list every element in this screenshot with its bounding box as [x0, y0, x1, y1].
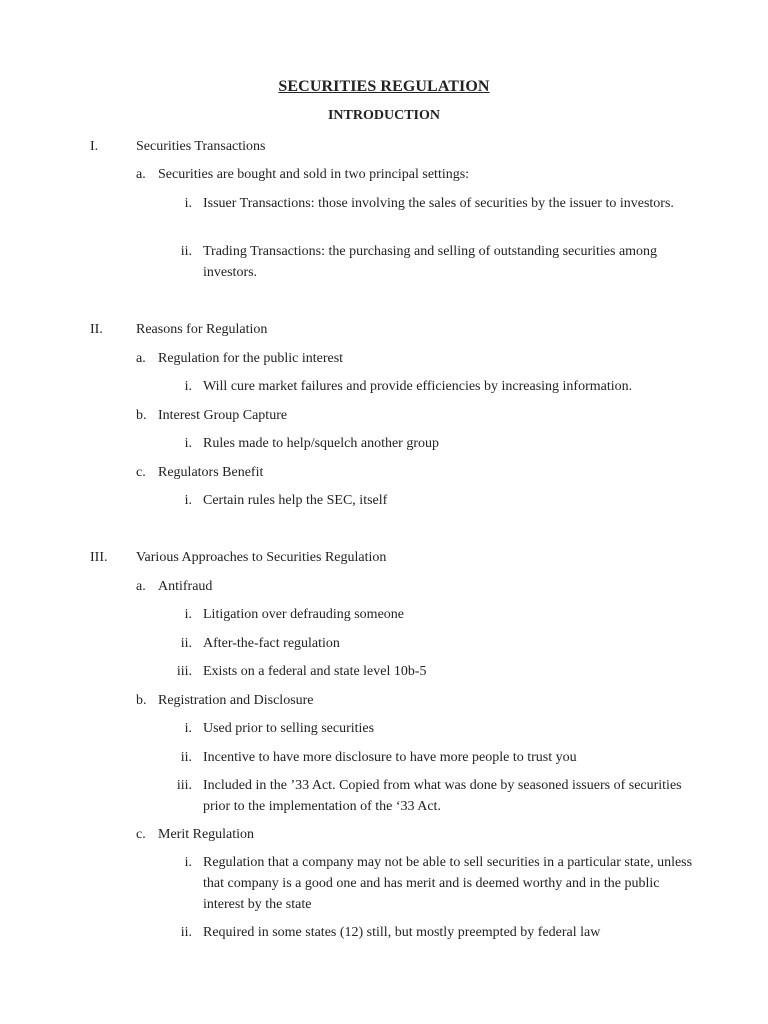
subitem-text: Rules made to help/squelch another group — [203, 436, 439, 451]
item-letter: c. — [136, 465, 146, 480]
item-text: Antifraud — [158, 579, 213, 594]
subitem-numeral: i. — [184, 379, 192, 394]
subitem-numeral: i. — [184, 493, 192, 508]
item-text: Interest Group Capture — [158, 408, 288, 423]
subitem-numeral: i. — [184, 855, 192, 870]
item-letter: a. — [136, 167, 146, 182]
subitem-text: Issuer Transactions: those involving the sales of securities by the issuer to investors. — [203, 196, 674, 211]
item-letter: a. — [136, 579, 146, 594]
item-letter: c. — [136, 827, 146, 842]
item-letter: b. — [136, 693, 147, 708]
item-text: Registration and Disclosure — [158, 693, 314, 708]
section-numeral: III. — [90, 550, 108, 565]
subitem-numeral: ii. — [180, 244, 192, 259]
subitem-text: Used prior to selling securities — [203, 721, 375, 736]
item-text: Merit Regulation — [158, 827, 255, 842]
section-heading: Reasons for Regulation — [136, 322, 268, 337]
subitem-text: Will cure market failures and provide efficiencies by increasing information. — [203, 379, 633, 394]
subitem-numeral: iii. — [176, 778, 192, 793]
subitem-text: Trading Transactions: the purchasing and selling of outstanding securities among investors. — [203, 244, 658, 280]
subitem-text: Regulation that a company may not be able to sell securities in a particular state, unless that company is a good one and has merit and is deemed worthy and in the public interest by the state — [203, 855, 693, 912]
item-letter: b. — [136, 408, 147, 423]
item-text: Securities are bought and sold in two principal settings: — [158, 167, 470, 182]
subitem-numeral: i. — [184, 607, 192, 622]
subitem-text: Incentive to have more disclosure to have more people to trust you — [203, 750, 577, 765]
section-numeral: I. — [90, 139, 99, 154]
document-subtitle: INTRODUCTION — [327, 108, 440, 123]
subitem-numeral: ii. — [180, 925, 192, 940]
item-text: Regulators Benefit — [158, 465, 264, 480]
subitem-numeral: i. — [184, 721, 192, 736]
subitem-text: Certain rules help the SEC, itself — [203, 493, 388, 508]
subitem-text: Included in the ’33 Act. Copied from what was done by seasoned issuers of securities prior to the implementation of the ‘33 Act. — [203, 778, 682, 814]
subitem-text: Exists on a federal and state level 10b-5 — [203, 664, 427, 679]
subitem-numeral: ii. — [180, 636, 192, 651]
section-heading: Various Approaches to Securities Regulation — [136, 550, 387, 565]
document-title: SECURITIES REGULATION — [278, 78, 490, 95]
item-letter: a. — [136, 351, 146, 366]
item-text: Regulation for the public interest — [158, 351, 344, 366]
section-heading: Securities Transactions — [136, 139, 266, 154]
subitem-text: After-the-fact regulation — [203, 636, 340, 651]
subitem-text: Required in some states (12) still, but mostly preempted by federal law — [203, 925, 601, 940]
subitem-numeral: i. — [184, 436, 192, 451]
subitem-numeral: i. — [184, 196, 192, 211]
subitem-text: Litigation over defrauding someone — [203, 607, 404, 622]
subitem-numeral: iii. — [176, 664, 192, 679]
subitem-numeral: ii. — [180, 750, 192, 765]
section-numeral: II. — [90, 322, 103, 337]
